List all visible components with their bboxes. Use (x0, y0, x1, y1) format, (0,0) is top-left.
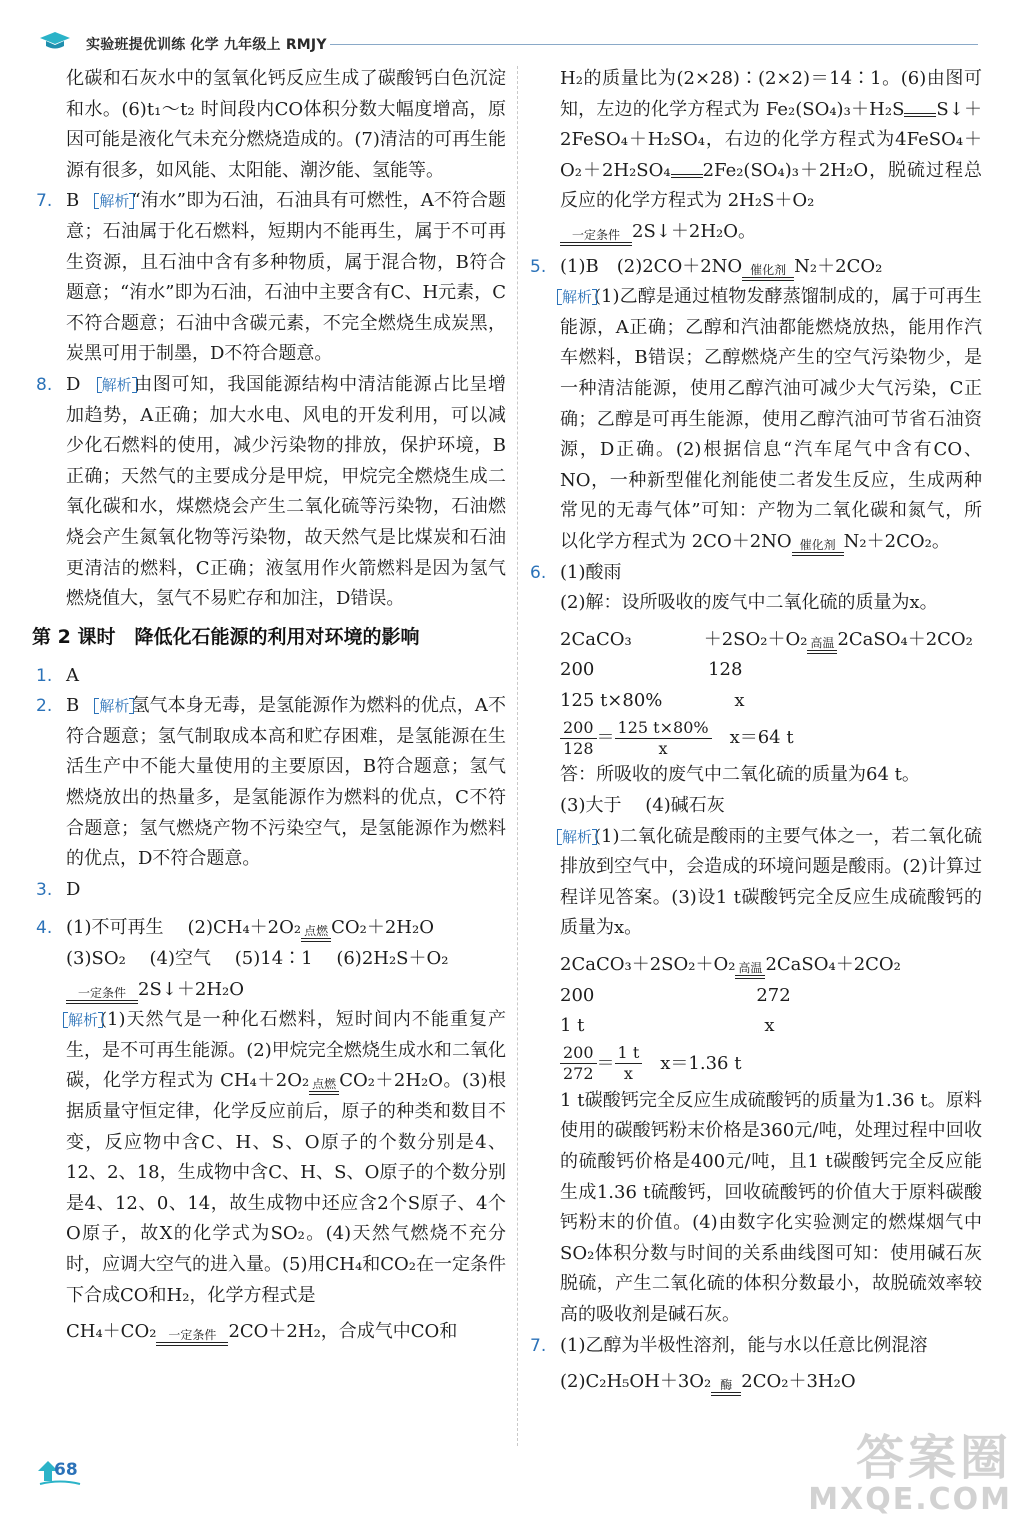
answer-product: N₂＋2CO₂ (794, 255, 883, 277)
answer: D (66, 373, 81, 395)
book-title: 实验班提优训练 化学 九年级上 RMJY (86, 37, 327, 53)
answer-part-2: (2)CH₄＋2O₂ (187, 917, 302, 939)
analysis-tag: 解析 (101, 375, 132, 394)
equation-products: 2CaSO₄＋2CO₂ (765, 954, 901, 976)
analysis-text: “洧水”即为石油，石油具有可燃性，A不符合题意；石油属于化石燃料，短期内不能再生，属于不可再生资源，且石油中含有多种物质，属于混合物，B符合题意；“洧水”即为石油，石油中主要含有C、H元素，C不符合题意；石油中含碳元素，不完全燃烧生成炭黑，炭黑可用于制墨，D不符合题意。 (66, 190, 507, 365)
left-column (32, 64, 507, 1348)
reaction-condition: 催化剂 (792, 539, 844, 556)
answer-part-3: (3)大于 (4)碱石灰 (560, 795, 725, 817)
question-7 (36, 186, 506, 370)
page-number: 68 (54, 1460, 78, 1480)
fraction: $\frac{200}{272}$ (560, 1043, 597, 1084)
page-header (0, 0, 1032, 64)
analysis-text: 由图可知，我国能源结构中清洁能源占比呈增加趋势，A正确；加大水电、风电的开发利用，可以减少化石燃料的使用，减少污染物的排放，保护环境，B正确；天然气的主要成分是甲烷，甲烷完全燃烧生成二氧化碳和水，煤燃烧会产生二氧化硫等污染物，石油燃烧会产生氮氧化物等污染物，故天然气是比煤炭和石油更清洁的燃料，C正确；液氢用作火箭燃料是因为氢气燃烧值大，氢气不易贮存和加注，D错误。 (66, 373, 507, 610)
analysis-tag: 解析 (99, 192, 130, 211)
question-number: 1. (36, 665, 53, 686)
reaction-condition: 酶 (711, 1379, 741, 1396)
lesson-question-4 (36, 913, 506, 1347)
question-number: 6. (530, 562, 547, 583)
result: x＝64 t (729, 727, 794, 749)
equation-products: 2CO＋2H₂，合成气中CO和 (228, 1321, 458, 1343)
answer-part-2: (2)C₂H₅OH＋3O₂ (560, 1371, 712, 1393)
question-5 (530, 252, 982, 558)
answer-product: 2CO₂＋3H₂O (741, 1371, 856, 1393)
reaction-condition: 点燃 (301, 925, 331, 942)
question-number: 5. (530, 256, 547, 277)
equation-reactants: 2CaCO₃ ＋2SO₂＋O₂ (560, 628, 808, 650)
question-number: 7. (530, 1335, 547, 1356)
header-divider (330, 44, 978, 45)
question-number: 4. (36, 918, 53, 939)
answer: A (66, 664, 79, 686)
reaction-condition: 点燃 (309, 1078, 339, 1095)
equation-reactants: 2CaCO₃＋2SO₂＋O₂ (560, 954, 736, 976)
analysis-text: 氢气本身无毒，是氢能源作为燃料的优点，A不符合题意；氢气制取成本高和贮存困难，是氢能源在生活生产中不能大量使用的主要原因，B符合题意；氢气燃烧放出的热量多，是氢能源作为燃料的优点，C不符合题意；氢气燃烧产物不污染空气，是氢能源作为燃料的优点，D不符合题意。 (66, 695, 507, 870)
analysis-text-cont: CO₂＋2H₂O。(3)根据质量守恒定律，化学反应前后，原子的种类和数目不变，反应物中含C、H、S、O原子的个数分别是4、12、2、18，生成物中含C、H、S、O原子的个数分别是4、12、0、14，故生成物中还应含2个S原子、4个O原子，故X的化学式为SO₂。(4)天然气燃烧不充分时，应调大空气的进入量。(5)用CH₄和CO₂在一定条件下合成CO和H₂，化学方程式是 (66, 1070, 506, 1306)
answer-product: 2S↓＋2H₂O (138, 978, 244, 1000)
equation-products: 2CaSO₄＋2CO₂ (837, 628, 973, 650)
continued-text-4: 2S↓＋2H₂O。 (632, 220, 756, 242)
answer-part-1: (1)酸雨 (560, 561, 622, 583)
question-number: 8. (36, 374, 53, 395)
calc-row-4: 1 t x (560, 1015, 775, 1037)
question-6: 6. (1)酸雨 (2)解：设所吸收的废气中二氧化硫的质量为x。 2CaCO₃ ＋2SO₂＋O₂ 高温 2CaSO₄＋2CO₂ 200 128 125 t×80% x $\frac{200}{128}$ ＝ $\frac{125 t\times 80\%}{x}$ x＝64 t 答：所吸收的废气中二氧化硫的质量为64 t。 (3)大于 (4)碱石灰 解析 (1)二氧化硫是酸雨的主要气体之一，若二氧化硫排放到空气中，会造成的环境问题是酸雨。(2)计算过程详见答案。(3)设1 t碳酸钙完全反应生成硫酸钙的质量为x。 2CaCO₃＋2SO₂＋O₂ 高温 2CaSO₄＋2CO₂ 200 272 1 t x $\frac{200}{272}$ ＝ $\frac{1 t}{x}$ x＝1.36 t 1 t碳酸钙完全反应生成硫酸钙的质量为1.36 t。原料使用的碳酸钙粉末价格是360元/吨，处理过程中回收的硫酸钙价格是400元/吨，且1 t碳酸钙完全反应能生成1.36 t硫酸钙，回收硫酸钙的价值大于原料碳酸钙粉末的价值。(4)由数字化实验测定的燃煤烟气中SO₂体积分数与时间的关系曲线图可知：使用碱石灰脱硫，产生二氧化硫的体积分数最小，故脱硫效率较高的吸收剂是碱石灰。 (530, 558, 982, 1331)
analysis-tag: 解析 (99, 697, 130, 716)
lesson-question-3 (36, 875, 506, 906)
analysis-tag: 解析 (562, 827, 593, 846)
calc-row-2: 125 t×80% x (560, 689, 745, 711)
watermark-cn: 答案圈 (855, 1430, 1012, 1486)
fraction: $\frac{200}{128}$ (560, 718, 597, 759)
calc-row-3: 200 272 (560, 984, 791, 1006)
answer-statement: 答：所吸收的废气中二氧化硫的质量为64 t。 (560, 764, 920, 786)
question-number: 2. (36, 696, 53, 717)
watermark-en: MXQE.COM (808, 1482, 1012, 1517)
question-number: 3. (36, 879, 53, 900)
continued-text: 化碳和石灰水中的氢氧化钙反应生成了碳酸钙白色沉淀和水。(6)t₁～t₂ 时间段内CO体积分数大幅度增高，原因可能是液化气未充分燃烧造成的。(7)清洁的可再生能源有很多，如风能、太阳能、潮汐能、氢能等。 (66, 68, 506, 181)
reaction-condition: 一定条件 (66, 987, 138, 1004)
continued-text: H₂的质量比为(2×28)∶(2×2)＝14∶1。(6)由图可知，左边的化学方程式为 Fe₂(SO₄)₃＋H₂S (560, 68, 982, 120)
analysis-text-cont: N₂＋2CO₂。 (843, 530, 950, 552)
result: x＝1.36 t (660, 1052, 742, 1074)
answer: B (66, 695, 80, 717)
question-number: 7. (36, 191, 53, 212)
fraction: $\frac{1 t}{x}$ (615, 1043, 643, 1084)
answer: B (66, 190, 80, 212)
answer-part-1: (1)乙醇为半极性溶剂，能与水以任意比例混溶 (560, 1334, 928, 1356)
reaction-arrow (904, 112, 936, 117)
answer-part-2: (2)解：设所吸收的废气中二氧化硫的质量为x。 (560, 592, 938, 614)
fraction: $\frac{125 t\times 80\%}{x}$ (615, 718, 712, 759)
answer: (1)B (2)2CO＋2NO (560, 255, 743, 277)
right-column (530, 64, 982, 1398)
analysis-text: (1)天然气是一种化石燃料，短时间内不能重复产生，是不可再生能源。(2)甲烷完全燃烧生成水和二氧化碳，化学方程式为 CH₄＋2O₂ (66, 1009, 506, 1092)
lesson-question-2 (36, 691, 506, 875)
calc-row-1: 200 128 (560, 659, 743, 681)
column-divider (517, 66, 518, 1446)
continued-text-2: S↓＋2FeSO₄＋H₂SO₄，右边的化学方程式为4FeSO₄＋O₂＋2H₂SO₄ (560, 98, 982, 181)
answer-line-2: (3)SO₂ (4)空气 (5)14∶1 (6)2H₂S＋O₂ (66, 948, 449, 970)
analysis-text: (1)乙醇是通过植物发酵蒸馏制成的，属于可再生能源，A正确；乙醇和汽油都能燃烧放热，能用作汽车燃料，B错误；乙醇燃烧产生的空气污染物少，是一种清洁能源，使用乙醇汽油可减少大气污染，C正确；乙醇是可再生能源，使用乙醇汽油可节省石油资源，D正确。(2)根据信息“汽车尾气中含有CO、NO，一种新型催化剂能使二者发生反应，生成两种常见的无毒气体”可知：产物为二氧化碳和氮气，所以化学方程式为 2CO＋2NO (560, 286, 982, 552)
equation-reactants: CH₄＋CO₂ (66, 1321, 157, 1343)
analysis-text-cont: 1 t碳酸钙完全反应生成硫酸钙的质量为1.36 t。原料使用的碳酸钙粉末价格是360元/吨，处理过程中回收的硫酸钙价格是400元/吨，且1 t碳酸钙完全反应能生成1.36 t硫酸钙，回收硫酸钙的价值大于原料碳酸钙粉末的价值。(4)由数字化实验测定的燃煤烟气中SO₂体积分数与时间的关系曲线图可知：使用碱石灰脱硫，产生二氧化硫的体积分数最小，故脱硫效率较高的吸收剂是碱石灰。 (560, 1089, 982, 1325)
analysis-tag: 解析 (68, 1011, 99, 1030)
graduation-cap-icon (38, 30, 72, 50)
analysis-tag: 解析 (562, 288, 593, 307)
reaction-condition: 催化剂 (742, 264, 794, 281)
reaction-condition: 高温 (807, 637, 837, 654)
continued-text-3: 2Fe₂(SO₄)₃＋2H₂O，脱硫过程总反应的化学方程式为 2H₂S＋O₂ (560, 159, 982, 212)
answer-part-1: (1)不可再生 (66, 917, 164, 939)
answer: D (66, 878, 81, 900)
reaction-condition: 高温 (735, 962, 765, 979)
lesson-heading: 第 2 课时 降低化石能源的利用对环境的影响 (32, 625, 420, 648)
reaction-condition: 一定条件 (560, 229, 632, 246)
lesson-question-1 (36, 661, 506, 692)
answer-part-2-product: CO₂＋2H₂O (331, 917, 434, 939)
question-8 (36, 370, 506, 615)
reaction-condition: 一定条件 (156, 1329, 228, 1346)
watermark (808, 1432, 1012, 1516)
question-7-right (530, 1331, 982, 1398)
reaction-arrow (671, 173, 703, 178)
analysis-text: (1)二氧化硫是酸雨的主要气体之一，若二氧化硫排放到空气中，会造成的环境问题是酸雨。(2)计算过程详见答案。(3)设1 t碳酸钙完全反应生成硫酸钙的质量为x。 (560, 825, 982, 939)
